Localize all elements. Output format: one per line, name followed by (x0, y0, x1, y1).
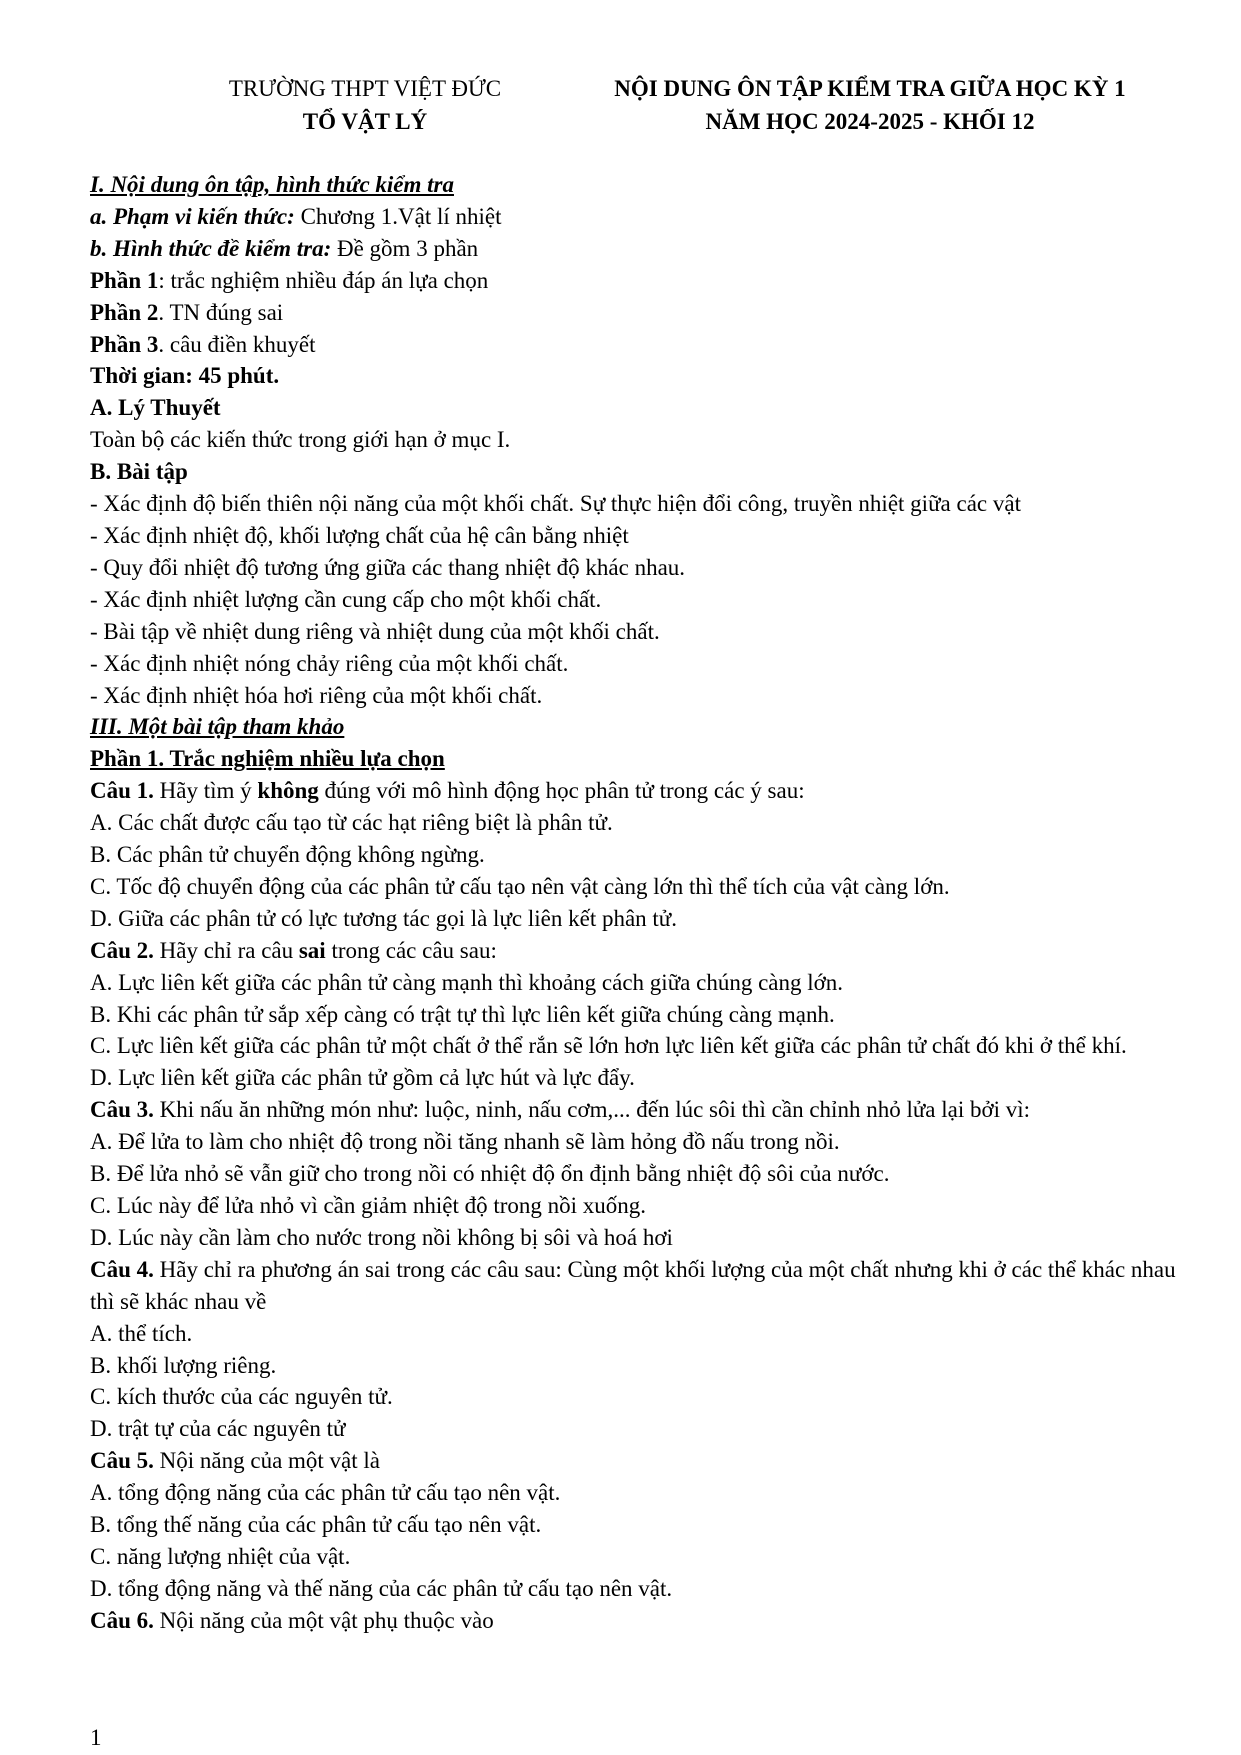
document-header (580, 72, 1160, 138)
exercise-item: - Xác định nhiệt hóa hơi riêng của một khối chất. (90, 682, 543, 708)
answer-option: B. Để lửa nhỏ sẽ vẫn giữ cho trong nồi có nhiệt độ ổn định bằng nhiệt độ sôi của nước. (90, 1161, 890, 1187)
document-body (90, 169, 1190, 1637)
exercise-item: - Xác định nhiệt độ, khối lượng chất của hệ cân bằng nhiệt (90, 522, 629, 548)
question-text-end: trong các câu sau: (325, 937, 497, 963)
question-1 (90, 775, 1190, 807)
question-2 (90, 935, 1190, 967)
section3-heading: III. Một bài tập tham khảo (90, 714, 345, 740)
question-emphasis: sai (298, 937, 326, 963)
answer-option: C. Tốc độ chuyển động của các phân tử cấu tạo nên vật càng lớn thì thể tích của vật càng lớn. (90, 873, 950, 899)
answer-option: B. Các phân tử chuyển động không ngừng. (90, 842, 485, 868)
question-text: Hãy chỉ ra phương án sai trong các câu sau: Cùng một khối lượng của một chất nhưng khi ở các thể khác nhau thì sẽ khác nhau về (90, 1256, 1176, 1314)
page-number: 1 (90, 1725, 102, 1750)
part1-label: Phần 1 (90, 267, 159, 293)
answer-option: A. Để lửa to làm cho nhiệt độ trong nồi tăng nhanh sẽ làm hỏng đồ nấu trong nồi. (90, 1129, 840, 1155)
part3-text: . câu điền khuyết (158, 331, 316, 357)
question-text: Nội năng của một vật phụ thuộc vào (153, 1607, 494, 1633)
answer-option: D. Lực liên kết giữa các phân tử gồm cả lực hút và lực đẩy. (90, 1065, 635, 1091)
question-4 (90, 1254, 1190, 1318)
question-text: Hãy tìm ý (153, 778, 258, 804)
scope-label: a. Phạm vi kiến thức: (90, 203, 295, 229)
question-label: Câu 3. (90, 1097, 154, 1123)
answer-option: B. khối lượng riêng. (90, 1352, 277, 1378)
theory-heading: A. Lý Thuyết (90, 395, 221, 421)
question-emphasis: không (257, 778, 319, 804)
part2-text: . TN đúng sai (158, 299, 284, 325)
school-name: TRƯỜNG THPT VIỆT ĐỨC (228, 76, 502, 101)
answer-option: B. tổng thế năng của các phân tử cấu tạo nên vật. (90, 1512, 542, 1538)
question-label: Câu 1. (90, 778, 154, 804)
question-6 (90, 1605, 1190, 1637)
question-label: Câu 4. (90, 1256, 154, 1282)
section1-heading: I. Nội dung ôn tập, hình thức kiểm tra (90, 172, 454, 197)
answer-option: A. tổng động năng của các phân tử cấu tạo nên vật. (90, 1480, 561, 1506)
question-text: Khi nấu ăn những món như: luộc, ninh, nấu cơm,... đến lúc sôi thì cần chỉnh nhỏ lửa lại bởi vì: (153, 1097, 1031, 1123)
answer-option: A. Lực liên kết giữa các phân tử càng mạnh thì khoảng cách giữa chúng càng lớn. (90, 969, 844, 995)
question-text: Hãy chỉ ra câu (153, 937, 299, 963)
question-text: Nội năng của một vật là (153, 1448, 381, 1474)
question-5 (90, 1445, 1190, 1477)
part3-label: Phần 3 (90, 331, 159, 357)
question-label: Câu 5. (90, 1448, 154, 1474)
answer-option: D. trật tự của các nguyên tử (90, 1416, 346, 1442)
answer-option: D. Giữa các phân tử có lực tương tác gọi là lực liên kết phân tử. (90, 905, 678, 931)
answer-option: C. Lúc này để lửa nhỏ vì cần giảm nhiệt độ trong nồi xuống. (90, 1193, 647, 1218)
part1-line (90, 265, 1190, 297)
question-label: Câu 2. (90, 937, 154, 963)
answer-option: D. Lúc này cần làm cho nước trong nồi không bị sôi và hoá hơi (90, 1224, 673, 1250)
answer-option: D. tổng động năng và thế năng của các phân tử cấu tạo nên vật. (90, 1575, 673, 1601)
part3-line (90, 329, 1190, 361)
exercise-item: - Xác định nhiệt lượng cần cung cấp cho một khối chất. (90, 586, 602, 612)
exercise-item: - Bài tập về nhiệt dung riêng và nhiệt dung của một khối chất. (90, 618, 660, 644)
answer-option: B. Khi các phân tử sắp xếp càng có trật tự thì lực liên kết giữa chúng càng mạnh. (90, 1001, 835, 1027)
theory-text: Toàn bộ các kiến thức trong giới hạn ở mục I. (90, 427, 511, 453)
answer-option: A. thể tích. (90, 1320, 193, 1346)
format-line (90, 233, 1190, 265)
scope-line (90, 201, 1190, 233)
exercise-item: - Xác định nhiệt nóng chảy riêng của một khối chất. (90, 650, 569, 676)
question-3 (90, 1094, 1190, 1126)
school-year: NĂM HỌC 2024-2025 - KHỐI 12 (705, 109, 1035, 134)
answer-option: C. năng lượng nhiệt của vật. (90, 1543, 351, 1569)
part2-label: Phần 2 (90, 299, 159, 325)
exam-time: Thời gian: 45 phút. (90, 363, 280, 389)
question-label: Câu 6. (90, 1607, 154, 1633)
answer-option: A. Các chất được cấu tạo từ các hạt riêng biệt là phân tử. (90, 810, 613, 836)
part1-heading: Phần 1. Trắc nghiệm nhiều lựa chọn (90, 746, 445, 772)
part2-line (90, 297, 1190, 329)
answer-option: C. kích thước của các nguyên tử. (90, 1384, 393, 1410)
exercises-heading: B. Bài tập (90, 459, 188, 485)
answer-option: C. Lực liên kết giữa các phân tử một chất ở thể rắn sẽ lớn hơn lực liên kết giữa các phân tử chất đó khi ở thể khí. (90, 1033, 1127, 1059)
exercise-item: - Quy đổi nhiệt độ tương ứng giữa các thang nhiệt độ khác nhau. (90, 554, 686, 580)
exercise-item: - Xác định độ biến thiên nội năng của một khối chất. Sự thực hiện đổi công, truyền nhiệt giữa các vật (90, 491, 1021, 517)
format-text: Đề gồm 3 phần (331, 235, 479, 261)
school-header (180, 72, 550, 138)
format-label: b. Hình thức đề kiểm tra: (90, 235, 332, 261)
document-title: NỘI DUNG ÔN TẬP KIỂM TRA GIỮA HỌC KỲ 1 (614, 76, 1126, 101)
question-text-end: đúng với mô hình động học phân tử trong các ý sau: (318, 778, 805, 804)
department-name: TỔ VẬT LÝ (302, 109, 428, 134)
scope-text: Chương 1.Vật lí nhiệt (294, 203, 502, 229)
part1-text: : trắc nghiệm nhiều đáp án lựa chọn (158, 267, 489, 293)
